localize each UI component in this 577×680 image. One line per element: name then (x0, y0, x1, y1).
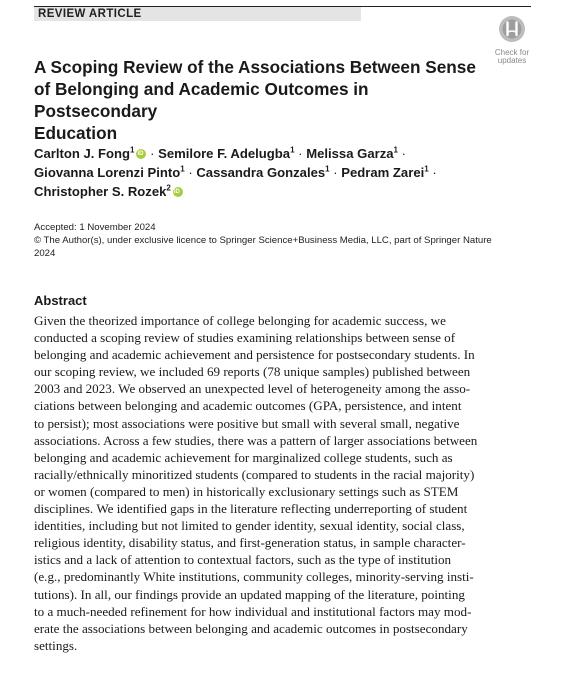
abstract-line: Given the theorized importance of college belonging for academic success, we (34, 313, 446, 328)
article-title (34, 56, 494, 144)
check-updates-text-2: updates (497, 56, 527, 65)
affiliation-marker: 1 (325, 164, 330, 174)
title-line: A Scoping Review of the Associations Between Sense (34, 57, 476, 77)
author-list (34, 144, 534, 201)
author-line: Giovanna Lorenzi Pinto$^1$ · Cassandra Gonzales$^1$ · Pedram Zarei$^1$ · (34, 164, 437, 180)
article-metadata (34, 221, 534, 260)
author-name[interactable]: Carlton J. Fong (34, 146, 131, 161)
affiliation-marker: 1 (130, 145, 135, 155)
abstract-line: or women (compared to men) in historically exclusionary settings such as STEM (34, 483, 459, 499)
abstract-line: settings. (34, 637, 78, 653)
abstract-line: religious identity, disability status, and first-generation status, in sample character- (34, 535, 466, 551)
check-updates-icon (497, 14, 527, 44)
accepted-date: Accepted: 1 November 2024 (34, 222, 156, 233)
affiliation-marker: 1 (424, 164, 429, 174)
abstract-line: conducted a scoping review of studies examining relationships between sense of (34, 330, 456, 346)
orcid-icon[interactable] (136, 149, 146, 159)
abstract-line: 2003 and 2023. We observed an unexpected level of heterogeneity among the asso- (34, 381, 471, 397)
title-line: of Belonging and Academic Outcomes in Postsecondary (34, 79, 369, 121)
author-name[interactable]: Melissa Garza (306, 146, 394, 161)
abstract-line: disciplines. We identified gaps in the literature reflecting underreporting of student (34, 501, 468, 517)
title-line: Education (34, 123, 118, 143)
abstract-line: racially/ethnically minoritized students (compared to students in the racial majority) (34, 466, 475, 482)
affiliation-marker: 2 (166, 183, 171, 193)
abstract-line: to a much-needed refinement for how individual and institutional factors may mod- (34, 603, 472, 619)
abstract-line: our scoping review, we included 69 reports (78 unique samples) published between (34, 364, 471, 380)
abstract-line: belonging and academic achievement for marginalized college students, such as (34, 449, 453, 465)
article-type-label: REVIEW ARTICLE (34, 7, 361, 21)
author-name[interactable]: Semilore F. Adelugba (158, 146, 291, 161)
abstract-line: identities, including but not limited to gender identity, sexual identity, social class, (34, 518, 465, 534)
author-line (34, 182, 534, 201)
author-name[interactable]: Pedram Zarei (341, 165, 425, 180)
author-name[interactable]: Giovanna Lorenzi Pinto (34, 165, 181, 180)
affiliation-marker: 1 (393, 145, 398, 155)
abstract-line: belonging and academic achievement and persistence for postsecondary students. In (34, 347, 475, 363)
abstract-line: associations. Across a few studies, there was a pattern of larger associations between (34, 432, 478, 448)
abstract-line: tutions). In all, our findings provide an updated mapping of the literature, pointing (34, 586, 465, 602)
orcid-icon[interactable] (173, 187, 183, 197)
abstract-line: ciations between belonging and academic outcomes (GPA, persistence, and intent (34, 398, 462, 414)
author-line: Carlton J. Fong$^1$iD · Semilore F. Adelugba$^1$ · Melissa Garza$^1$ · (34, 144, 534, 163)
check-for-updates-badge[interactable] (490, 14, 534, 65)
abstract-line: istics and a lack of attention to contextual factors, such as the type of institution (34, 552, 452, 568)
copyright-line: © The Author(s), under exclusive licence to Springer Science+Business Media, LLC, part of Springer Nature (34, 235, 492, 246)
check-updates-text-1: Check for (494, 48, 530, 57)
abstract-line: erate the associations between belonging and academic outcomes in postsecondary (34, 620, 468, 636)
copyright-year: 2024 (34, 248, 56, 259)
abstract-text (34, 312, 534, 654)
author-name[interactable]: Cassandra Gonzales (196, 165, 326, 180)
abstract-line: to persist); most associations were positive but small with several small, negative (34, 415, 460, 431)
affiliation-marker: 1 (180, 164, 185, 174)
abstract-line: (e.g., predominantly White institutions, community colleges, minority-serving insti- (34, 569, 474, 585)
abstract-heading: Abstract (34, 293, 87, 308)
affiliation-marker: 1 (290, 145, 295, 155)
author-name[interactable]: Christopher S. Rozek (34, 184, 167, 199)
